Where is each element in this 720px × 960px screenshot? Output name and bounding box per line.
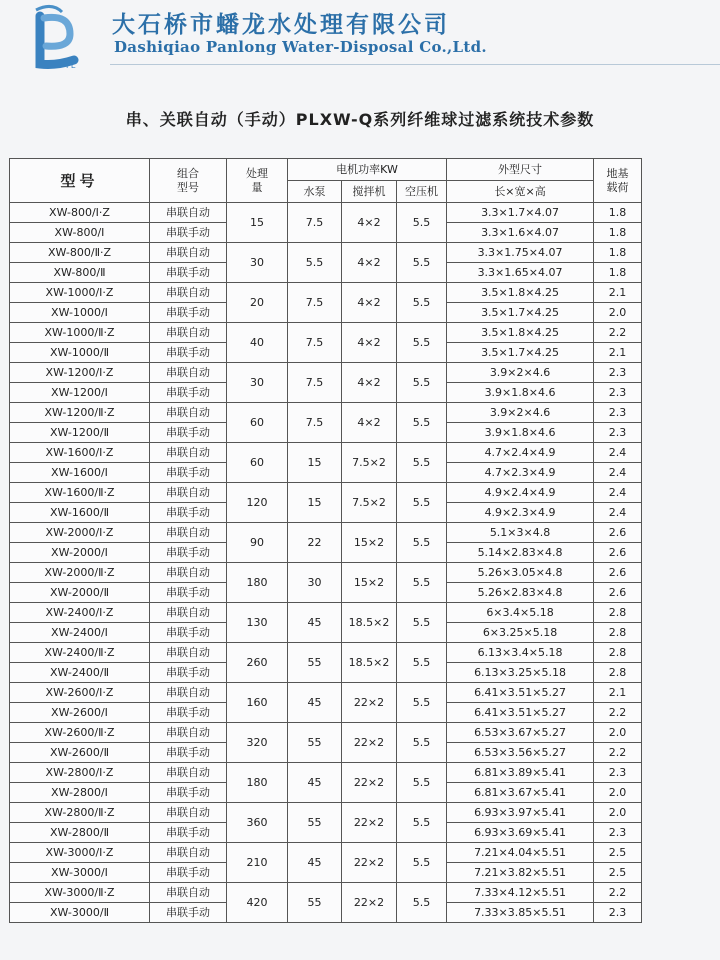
- combo-cell: 串联自动: [150, 723, 227, 743]
- model-cell: XW-2400/Ⅱ: [10, 663, 150, 683]
- spec-table: [9, 158, 642, 923]
- combo-cell: 串联自动: [150, 843, 227, 863]
- combo-cell: 串联手动: [150, 663, 227, 683]
- combo-cell: 串联自动: [150, 403, 227, 423]
- company-name-en: Dashiqiao Panlong Water-Disposal Co.,Ltd.: [114, 38, 487, 56]
- model-cell: XW-1600/Ⅰ·Z: [10, 443, 150, 463]
- capacity-cell: 420: [227, 883, 288, 923]
- model-cell: XW-2800/Ⅰ·Z: [10, 763, 150, 783]
- company-name-cn: 大石桥市蟠龙水处理有限公司: [112, 12, 450, 38]
- mixer-power-cell: 22×2: [342, 843, 397, 883]
- foundation-load-cell: 2.5: [594, 863, 642, 883]
- foundation-load-cell: 2.2: [594, 743, 642, 763]
- dimensions-cell: 7.33×4.12×5.51: [447, 883, 594, 903]
- capacity-cell: 360: [227, 803, 288, 843]
- combo-cell: 串联手动: [150, 303, 227, 323]
- table-row: [10, 283, 642, 303]
- foundation-load-cell: 2.0: [594, 723, 642, 743]
- table-row: [10, 643, 642, 663]
- capacity-cell: 180: [227, 563, 288, 603]
- combo-cell: 串联自动: [150, 243, 227, 263]
- combo-cell: 串联自动: [150, 563, 227, 583]
- header-dims-sub: 长×宽×高: [447, 181, 594, 203]
- dimensions-cell: 7.21×3.82×5.51: [447, 863, 594, 883]
- combo-cell: 串联手动: [150, 263, 227, 283]
- header-dimensions: 外型尺寸: [447, 159, 594, 181]
- foundation-load-cell: 2.3: [594, 823, 642, 843]
- capacity-cell: 210: [227, 843, 288, 883]
- dimensions-cell: 6.81×3.89×5.41: [447, 763, 594, 783]
- compressor-power-cell: 5.5: [397, 603, 447, 643]
- compressor-power-cell: 5.5: [397, 323, 447, 363]
- capacity-cell: 30: [227, 363, 288, 403]
- combo-cell: 串联自动: [150, 203, 227, 223]
- dimensions-cell: 3.9×2×4.6: [447, 403, 594, 423]
- capacity-cell: 130: [227, 603, 288, 643]
- header-pump: 水泵: [288, 181, 342, 203]
- pump-power-cell: 55: [288, 883, 342, 923]
- table-row: [10, 403, 642, 423]
- combo-cell: 串联自动: [150, 763, 227, 783]
- foundation-load-cell: 2.3: [594, 763, 642, 783]
- pump-power-cell: 15: [288, 443, 342, 483]
- foundation-load-cell: 2.2: [594, 703, 642, 723]
- model-cell: XW-2400/Ⅰ·Z: [10, 603, 150, 623]
- pump-power-cell: 7.5: [288, 363, 342, 403]
- combo-cell: 串联自动: [150, 803, 227, 823]
- combo-cell: 串联手动: [150, 783, 227, 803]
- mixer-power-cell: 22×2: [342, 683, 397, 723]
- model-cell: XW-2600/Ⅰ·Z: [10, 683, 150, 703]
- dimensions-cell: 6.81×3.67×5.41: [447, 783, 594, 803]
- model-cell: XW-1200/Ⅰ: [10, 383, 150, 403]
- mixer-power-cell: 22×2: [342, 883, 397, 923]
- dimensions-cell: 3.3×1.65×4.07: [447, 263, 594, 283]
- compressor-power-cell: 5.5: [397, 403, 447, 443]
- dimensions-cell: 3.9×1.8×4.6: [447, 423, 594, 443]
- header-compressor: 空压机: [397, 181, 447, 203]
- compressor-power-cell: 5.5: [397, 643, 447, 683]
- dimensions-cell: 6.93×3.69×5.41: [447, 823, 594, 843]
- dimensions-cell: 6×3.25×5.18: [447, 623, 594, 643]
- foundation-load-cell: 2.3: [594, 363, 642, 383]
- combo-cell: 串联手动: [150, 823, 227, 843]
- capacity-cell: 160: [227, 683, 288, 723]
- foundation-load-cell: 2.3: [594, 423, 642, 443]
- foundation-load-cell: 2.4: [594, 483, 642, 503]
- compressor-power-cell: 5.5: [397, 843, 447, 883]
- capacity-cell: 180: [227, 763, 288, 803]
- compressor-power-cell: 5.5: [397, 763, 447, 803]
- pump-power-cell: 7.5: [288, 203, 342, 243]
- compressor-power-cell: 5.5: [397, 243, 447, 283]
- mixer-power-cell: 4×2: [342, 363, 397, 403]
- combo-cell: 串联手动: [150, 863, 227, 883]
- compressor-power-cell: 5.5: [397, 443, 447, 483]
- combo-cell: 串联自动: [150, 363, 227, 383]
- dimensions-cell: 3.5×1.7×4.25: [447, 343, 594, 363]
- combo-cell: 串联手动: [150, 343, 227, 363]
- mixer-power-cell: 4×2: [342, 403, 397, 443]
- table-row: [10, 723, 642, 743]
- table-row: [10, 363, 642, 383]
- mixer-power-cell: 22×2: [342, 763, 397, 803]
- compressor-power-cell: 5.5: [397, 523, 447, 563]
- combo-cell: 串联手动: [150, 703, 227, 723]
- foundation-load-cell: 2.3: [594, 403, 642, 423]
- mixer-power-cell: 18.5×2: [342, 603, 397, 643]
- dimensions-cell: 3.3×1.7×4.07: [447, 203, 594, 223]
- mixer-power-cell: 7.5×2: [342, 443, 397, 483]
- capacity-cell: 15: [227, 203, 288, 243]
- mixer-power-cell: 22×2: [342, 803, 397, 843]
- mixer-power-cell: 22×2: [342, 723, 397, 763]
- foundation-load-cell: 2.4: [594, 443, 642, 463]
- foundation-load-cell: 2.1: [594, 343, 642, 363]
- header-motor-power: 电机功率KW: [288, 159, 447, 181]
- foundation-load-cell: 2.6: [594, 523, 642, 543]
- dimensions-cell: 6.41×3.51×5.27: [447, 703, 594, 723]
- model-cell: XW-1000/Ⅰ: [10, 303, 150, 323]
- dimensions-cell: 4.9×2.3×4.9: [447, 503, 594, 523]
- model-cell: XW-2000/Ⅱ: [10, 583, 150, 603]
- foundation-load-cell: 2.5: [594, 843, 642, 863]
- model-cell: XW-1200/Ⅱ: [10, 423, 150, 443]
- foundation-load-cell: 2.0: [594, 783, 642, 803]
- pump-power-cell: 7.5: [288, 283, 342, 323]
- dimensions-cell: 6.93×3.97×5.41: [447, 803, 594, 823]
- pump-power-cell: 55: [288, 723, 342, 763]
- combo-cell: 串联手动: [150, 223, 227, 243]
- combo-cell: 串联手动: [150, 743, 227, 763]
- foundation-load-cell: 2.0: [594, 303, 642, 323]
- combo-cell: 串联自动: [150, 523, 227, 543]
- compressor-power-cell: 5.5: [397, 683, 447, 723]
- combo-cell: 串联自动: [150, 443, 227, 463]
- compressor-power-cell: 5.5: [397, 563, 447, 603]
- pump-power-cell: 45: [288, 763, 342, 803]
- model-cell: XW-2000/Ⅰ: [10, 543, 150, 563]
- dimensions-cell: 4.7×2.3×4.9: [447, 463, 594, 483]
- table-row: [10, 843, 642, 863]
- header-divider: [110, 64, 720, 65]
- pump-power-cell: 30: [288, 563, 342, 603]
- combo-cell: 串联手动: [150, 463, 227, 483]
- foundation-load-cell: 2.8: [594, 643, 642, 663]
- dimensions-cell: 4.7×2.4×4.9: [447, 443, 594, 463]
- combo-cell: 串联自动: [150, 883, 227, 903]
- dimensions-cell: 3.3×1.75×4.07: [447, 243, 594, 263]
- compressor-power-cell: 5.5: [397, 883, 447, 923]
- foundation-load-cell: 2.6: [594, 583, 642, 603]
- table-row: [10, 763, 642, 783]
- model-cell: XW-2600/Ⅰ: [10, 703, 150, 723]
- capacity-cell: 320: [227, 723, 288, 763]
- header-model: 型号: [10, 159, 150, 203]
- capacity-cell: 30: [227, 243, 288, 283]
- dimensions-cell: 4.9×2.4×4.9: [447, 483, 594, 503]
- foundation-load-cell: 1.8: [594, 223, 642, 243]
- table-row: [10, 883, 642, 903]
- model-cell: XW-3000/Ⅰ: [10, 863, 150, 883]
- foundation-load-cell: 2.3: [594, 903, 642, 923]
- mixer-power-cell: 4×2: [342, 323, 397, 363]
- capacity-cell: 260: [227, 643, 288, 683]
- table-row: [10, 243, 642, 263]
- capacity-cell: 20: [227, 283, 288, 323]
- svg-text:PL: PL: [66, 61, 76, 70]
- compressor-power-cell: 5.5: [397, 723, 447, 763]
- dimensions-cell: 6.53×3.56×5.27: [447, 743, 594, 763]
- foundation-load-cell: 2.6: [594, 543, 642, 563]
- foundation-load-cell: 2.4: [594, 503, 642, 523]
- capacity-cell: 60: [227, 443, 288, 483]
- header-mixer: 搅拌机: [342, 181, 397, 203]
- page-header: [0, 0, 720, 80]
- combo-cell: 串联自动: [150, 483, 227, 503]
- model-cell: XW-3000/Ⅱ·Z: [10, 883, 150, 903]
- foundation-load-cell: 2.4: [594, 463, 642, 483]
- capacity-cell: 120: [227, 483, 288, 523]
- model-cell: XW-1600/Ⅱ·Z: [10, 483, 150, 503]
- mixer-power-cell: 15×2: [342, 563, 397, 603]
- combo-cell: 串联自动: [150, 283, 227, 303]
- pump-power-cell: 22: [288, 523, 342, 563]
- dimensions-cell: 6.13×3.4×5.18: [447, 643, 594, 663]
- foundation-load-cell: 2.1: [594, 283, 642, 303]
- foundation-load-cell: 1.8: [594, 243, 642, 263]
- model-cell: XW-1600/Ⅰ: [10, 463, 150, 483]
- table-row: [10, 563, 642, 583]
- foundation-load-cell: 2.3: [594, 383, 642, 403]
- model-cell: XW-2400/Ⅰ: [10, 623, 150, 643]
- header-capacity: 处理 量: [227, 159, 288, 203]
- combo-cell: 串联手动: [150, 903, 227, 923]
- foundation-load-cell: 2.8: [594, 623, 642, 643]
- pump-power-cell: 7.5: [288, 403, 342, 443]
- table-row: [10, 523, 642, 543]
- foundation-load-cell: 1.8: [594, 203, 642, 223]
- pump-power-cell: 45: [288, 603, 342, 643]
- mixer-power-cell: 4×2: [342, 283, 397, 323]
- pump-power-cell: 15: [288, 483, 342, 523]
- dimensions-cell: 6.53×3.67×5.27: [447, 723, 594, 743]
- mixer-power-cell: 4×2: [342, 243, 397, 283]
- combo-cell: 串联手动: [150, 423, 227, 443]
- model-cell: XW-2800/Ⅱ: [10, 823, 150, 843]
- foundation-load-cell: 2.8: [594, 663, 642, 683]
- model-cell: XW-2000/Ⅱ·Z: [10, 563, 150, 583]
- model-cell: XW-3000/Ⅱ: [10, 903, 150, 923]
- dimensions-cell: 3.5×1.8×4.25: [447, 323, 594, 343]
- mixer-power-cell: 7.5×2: [342, 483, 397, 523]
- combo-cell: 串联手动: [150, 503, 227, 523]
- table-row: [10, 803, 642, 823]
- model-cell: XW-800/Ⅰ·Z: [10, 203, 150, 223]
- combo-cell: 串联手动: [150, 383, 227, 403]
- model-cell: XW-3000/Ⅰ·Z: [10, 843, 150, 863]
- compressor-power-cell: 5.5: [397, 363, 447, 403]
- table-row: [10, 603, 642, 623]
- foundation-load-cell: 2.2: [594, 323, 642, 343]
- combo-cell: 串联手动: [150, 583, 227, 603]
- dimensions-cell: 7.21×4.04×5.51: [447, 843, 594, 863]
- capacity-cell: 90: [227, 523, 288, 563]
- combo-cell: 串联自动: [150, 683, 227, 703]
- mixer-power-cell: 15×2: [342, 523, 397, 563]
- compressor-power-cell: 5.5: [397, 803, 447, 843]
- table-row: [10, 203, 642, 223]
- model-cell: XW-1200/Ⅰ·Z: [10, 363, 150, 383]
- table-row: [10, 683, 642, 703]
- dimensions-cell: 6.41×3.51×5.27: [447, 683, 594, 703]
- dimensions-cell: 3.5×1.7×4.25: [447, 303, 594, 323]
- table-row: [10, 323, 642, 343]
- dimensions-cell: 5.26×3.05×4.8: [447, 563, 594, 583]
- model-cell: XW-800/Ⅰ: [10, 223, 150, 243]
- model-cell: XW-2800/Ⅰ: [10, 783, 150, 803]
- model-cell: XW-2600/Ⅱ·Z: [10, 723, 150, 743]
- compressor-power-cell: 5.5: [397, 203, 447, 243]
- dimensions-cell: 3.5×1.8×4.25: [447, 283, 594, 303]
- foundation-load-cell: 2.2: [594, 883, 642, 903]
- combo-cell: 串联手动: [150, 543, 227, 563]
- capacity-cell: 60: [227, 403, 288, 443]
- foundation-load-cell: 2.8: [594, 603, 642, 623]
- dimensions-cell: 6×3.4×5.18: [447, 603, 594, 623]
- mixer-power-cell: 4×2: [342, 203, 397, 243]
- mixer-power-cell: 18.5×2: [342, 643, 397, 683]
- pump-power-cell: 5.5: [288, 243, 342, 283]
- page-title: 串、关联自动（手动）PLXW-Q系列纤维球过滤系统技术参数: [125, 110, 595, 129]
- model-cell: XW-1000/Ⅰ·Z: [10, 283, 150, 303]
- dimensions-cell: 3.9×1.8×4.6: [447, 383, 594, 403]
- foundation-load-cell: 2.0: [594, 803, 642, 823]
- pump-power-cell: 45: [288, 683, 342, 723]
- dimensions-cell: 3.3×1.6×4.07: [447, 223, 594, 243]
- combo-cell: 串联自动: [150, 643, 227, 663]
- model-cell: XW-1200/Ⅱ·Z: [10, 403, 150, 423]
- model-cell: XW-2800/Ⅱ·Z: [10, 803, 150, 823]
- dimensions-cell: 5.26×2.83×4.8: [447, 583, 594, 603]
- combo-cell: 串联手动: [150, 623, 227, 643]
- pump-power-cell: 45: [288, 843, 342, 883]
- model-cell: XW-2000/Ⅰ·Z: [10, 523, 150, 543]
- dimensions-cell: 7.33×3.85×5.51: [447, 903, 594, 923]
- compressor-power-cell: 5.5: [397, 283, 447, 323]
- dimensions-cell: 3.9×2×4.6: [447, 363, 594, 383]
- dimensions-cell: 5.1×3×4.8: [447, 523, 594, 543]
- panlong-logo-icon: [22, 4, 94, 70]
- pump-power-cell: 55: [288, 643, 342, 683]
- model-cell: XW-800/Ⅱ·Z: [10, 243, 150, 263]
- model-cell: XW-1000/Ⅱ: [10, 343, 150, 363]
- table-row: [10, 483, 642, 503]
- pump-power-cell: 7.5: [288, 323, 342, 363]
- model-cell: XW-2400/Ⅱ·Z: [10, 643, 150, 663]
- model-cell: XW-1000/Ⅱ·Z: [10, 323, 150, 343]
- model-cell: XW-1600/Ⅱ: [10, 503, 150, 523]
- table-row: [10, 443, 642, 463]
- pump-power-cell: 55: [288, 803, 342, 843]
- dimensions-cell: 6.13×3.25×5.18: [447, 663, 594, 683]
- dimensions-cell: 5.14×2.83×4.8: [447, 543, 594, 563]
- model-cell: XW-800/Ⅱ: [10, 263, 150, 283]
- model-cell: XW-2600/Ⅱ: [10, 743, 150, 763]
- foundation-load-cell: 2.6: [594, 563, 642, 583]
- capacity-cell: 40: [227, 323, 288, 363]
- combo-cell: 串联自动: [150, 603, 227, 623]
- compressor-power-cell: 5.5: [397, 483, 447, 523]
- foundation-load-cell: 1.8: [594, 263, 642, 283]
- foundation-load-cell: 2.1: [594, 683, 642, 703]
- combo-cell: 串联自动: [150, 323, 227, 343]
- header-foundation: 地基 载荷: [594, 159, 642, 203]
- header-combo: 组合 型号: [150, 159, 227, 203]
